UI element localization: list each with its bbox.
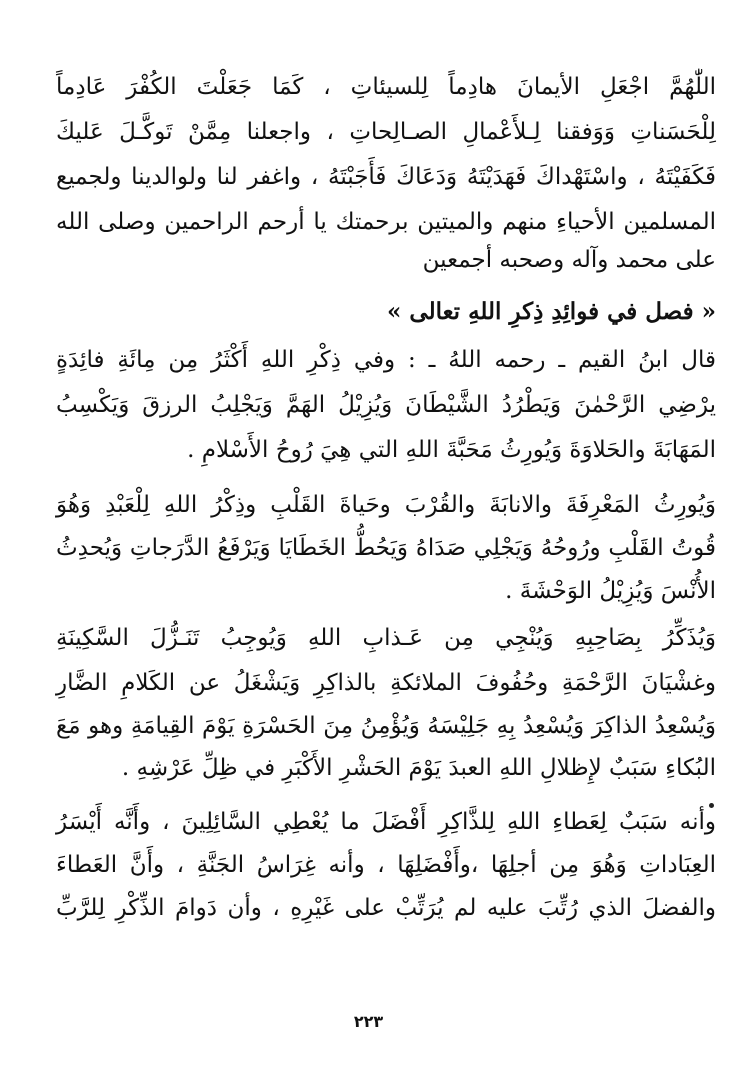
page-number: ٢٢٣ (353, 1012, 384, 1031)
text-line: على محمد وآله وصحبه أجمعين (422, 247, 716, 273)
text-line: لِلْحَسَناتِ وَوَفقنا لِـلأَعْمالِ الصـالِحاتِ ، واجعلنا مِمَّنْ تَوكَّـلَ عَليكَ (56, 119, 716, 145)
text-line: المسلمين الأحياءِ منهم والميتين برحمتك يا أرحم الراحمين وصلى الله (56, 209, 716, 235)
text-line: قُوتُ القَلْبِ ورُوحُهُ وَيَجْلِي صَدَاهُ وَيَحُطُّ الخَطَايَا وَيَرْفَعُ الدَّرَجاتِ وَيُحدِثُ (56, 535, 716, 561)
text-line: الأُنْسَ وَيُزِيْلُ الوَحْشَةَ . (505, 578, 716, 604)
text-line: وَيُورِثُ المَعْرِفَةَ والانابَةَ والقُرْبَ وحَياةَ القَلْبِ وذِكْرُ اللهِ لِلْعَبْدِ وَهُوَ (56, 492, 716, 518)
margin-dot (709, 803, 714, 808)
text-line: اللّٰهُمَّ اجْعَلِ الأيمانَ هادِماً لِلسيئاتِ ، كَمَا جَعَلْتَ الكُفْرَ عَادِماً (56, 74, 716, 100)
text-line: قال ابنُ القيم ـ رحمه اللهُ ـ : وفي ذِكْرِ اللهِ أَكْثَرُ مِن مِائَةِ فائِدَةٍ (56, 347, 716, 373)
text-line: المَهَابَةَ والحَلاوَةَ وَيُورِثُ مَحَبَّةَ اللهِ التي هِيَ رُوحُ الأَسْلامِ . (187, 437, 716, 463)
text-line: والفضلَ الذي رُتِّبَ عليه لم يُرَتِّبْ على غَيْرِهِ ، وأن دَوامَ الذِّكْرِ لِلرَّبِّ (56, 895, 716, 921)
text-line: وأنه سَبَبٌ لِعَطاءِ اللهِ لِلذَّاكِرِ أَفْضَلَ ما يُعْطِي السَّائِلِينَ ، وأَنَّه أَيْسَرُ (56, 809, 716, 835)
text-line: وَيُسْعِدُ الذاكِرَ وَيُسْعِدُ بِهِ جَلِيْسَهُ وَيُؤْمِنُ مِنَ الحَسْرَةِ يَوْمَ القِيامَةِ وهو مَعَ (56, 713, 716, 739)
text-line: العِبَاداتِ وَهُوَ مِن أجلِهَا ،وأَفْضَلِهَا ، وأنه غِرَاسُ الجَنَّةِ ، وأَنَّ العَطاءَ (56, 852, 716, 878)
text-line: البُكاءِ سَبَبٌ لإِظلالِ اللهِ العبدَ يَوْمَ الحَشْرِ الأَكْبَرِ في ظِلِّ عَرْشِهِ . (121, 755, 716, 781)
text-line: فَكَفَيْتَهُ ، واسْتَهْداكَ فَهَدَيْتَهُ وَدَعَاكَ فَأَجَبْتَهُ ، واغفر لنا ولوالدينا ولجميع (56, 164, 716, 190)
section-heading: « فصل في فوائِدِ ذِكرِ اللهِ تعالى » (387, 298, 716, 325)
text-line: وَيُذَكِّرُ بِصَاحِبِهِ وَيُنْجِي مِن عَـذابِ اللهِ وَيُوجِبُ تَنَـزُّلَ السَّكِينَةِ (56, 625, 716, 651)
text-line: وغشْيَانَ الرَّحْمَةِ وحُفُوفَ الملائكةِ بالذاكِرِ وَيَشْغَلُ عن الكَلامِ الضَّارِ (56, 670, 716, 696)
text-line: يرْضِي الرَّحْمٰنَ وَيَطْرُدُ الشَّيْطَانَ وَيُزِيْلُ الهَمَّ وَيَجْلِبُ الرزقَ وَيَكْسِبُ (56, 392, 716, 418)
